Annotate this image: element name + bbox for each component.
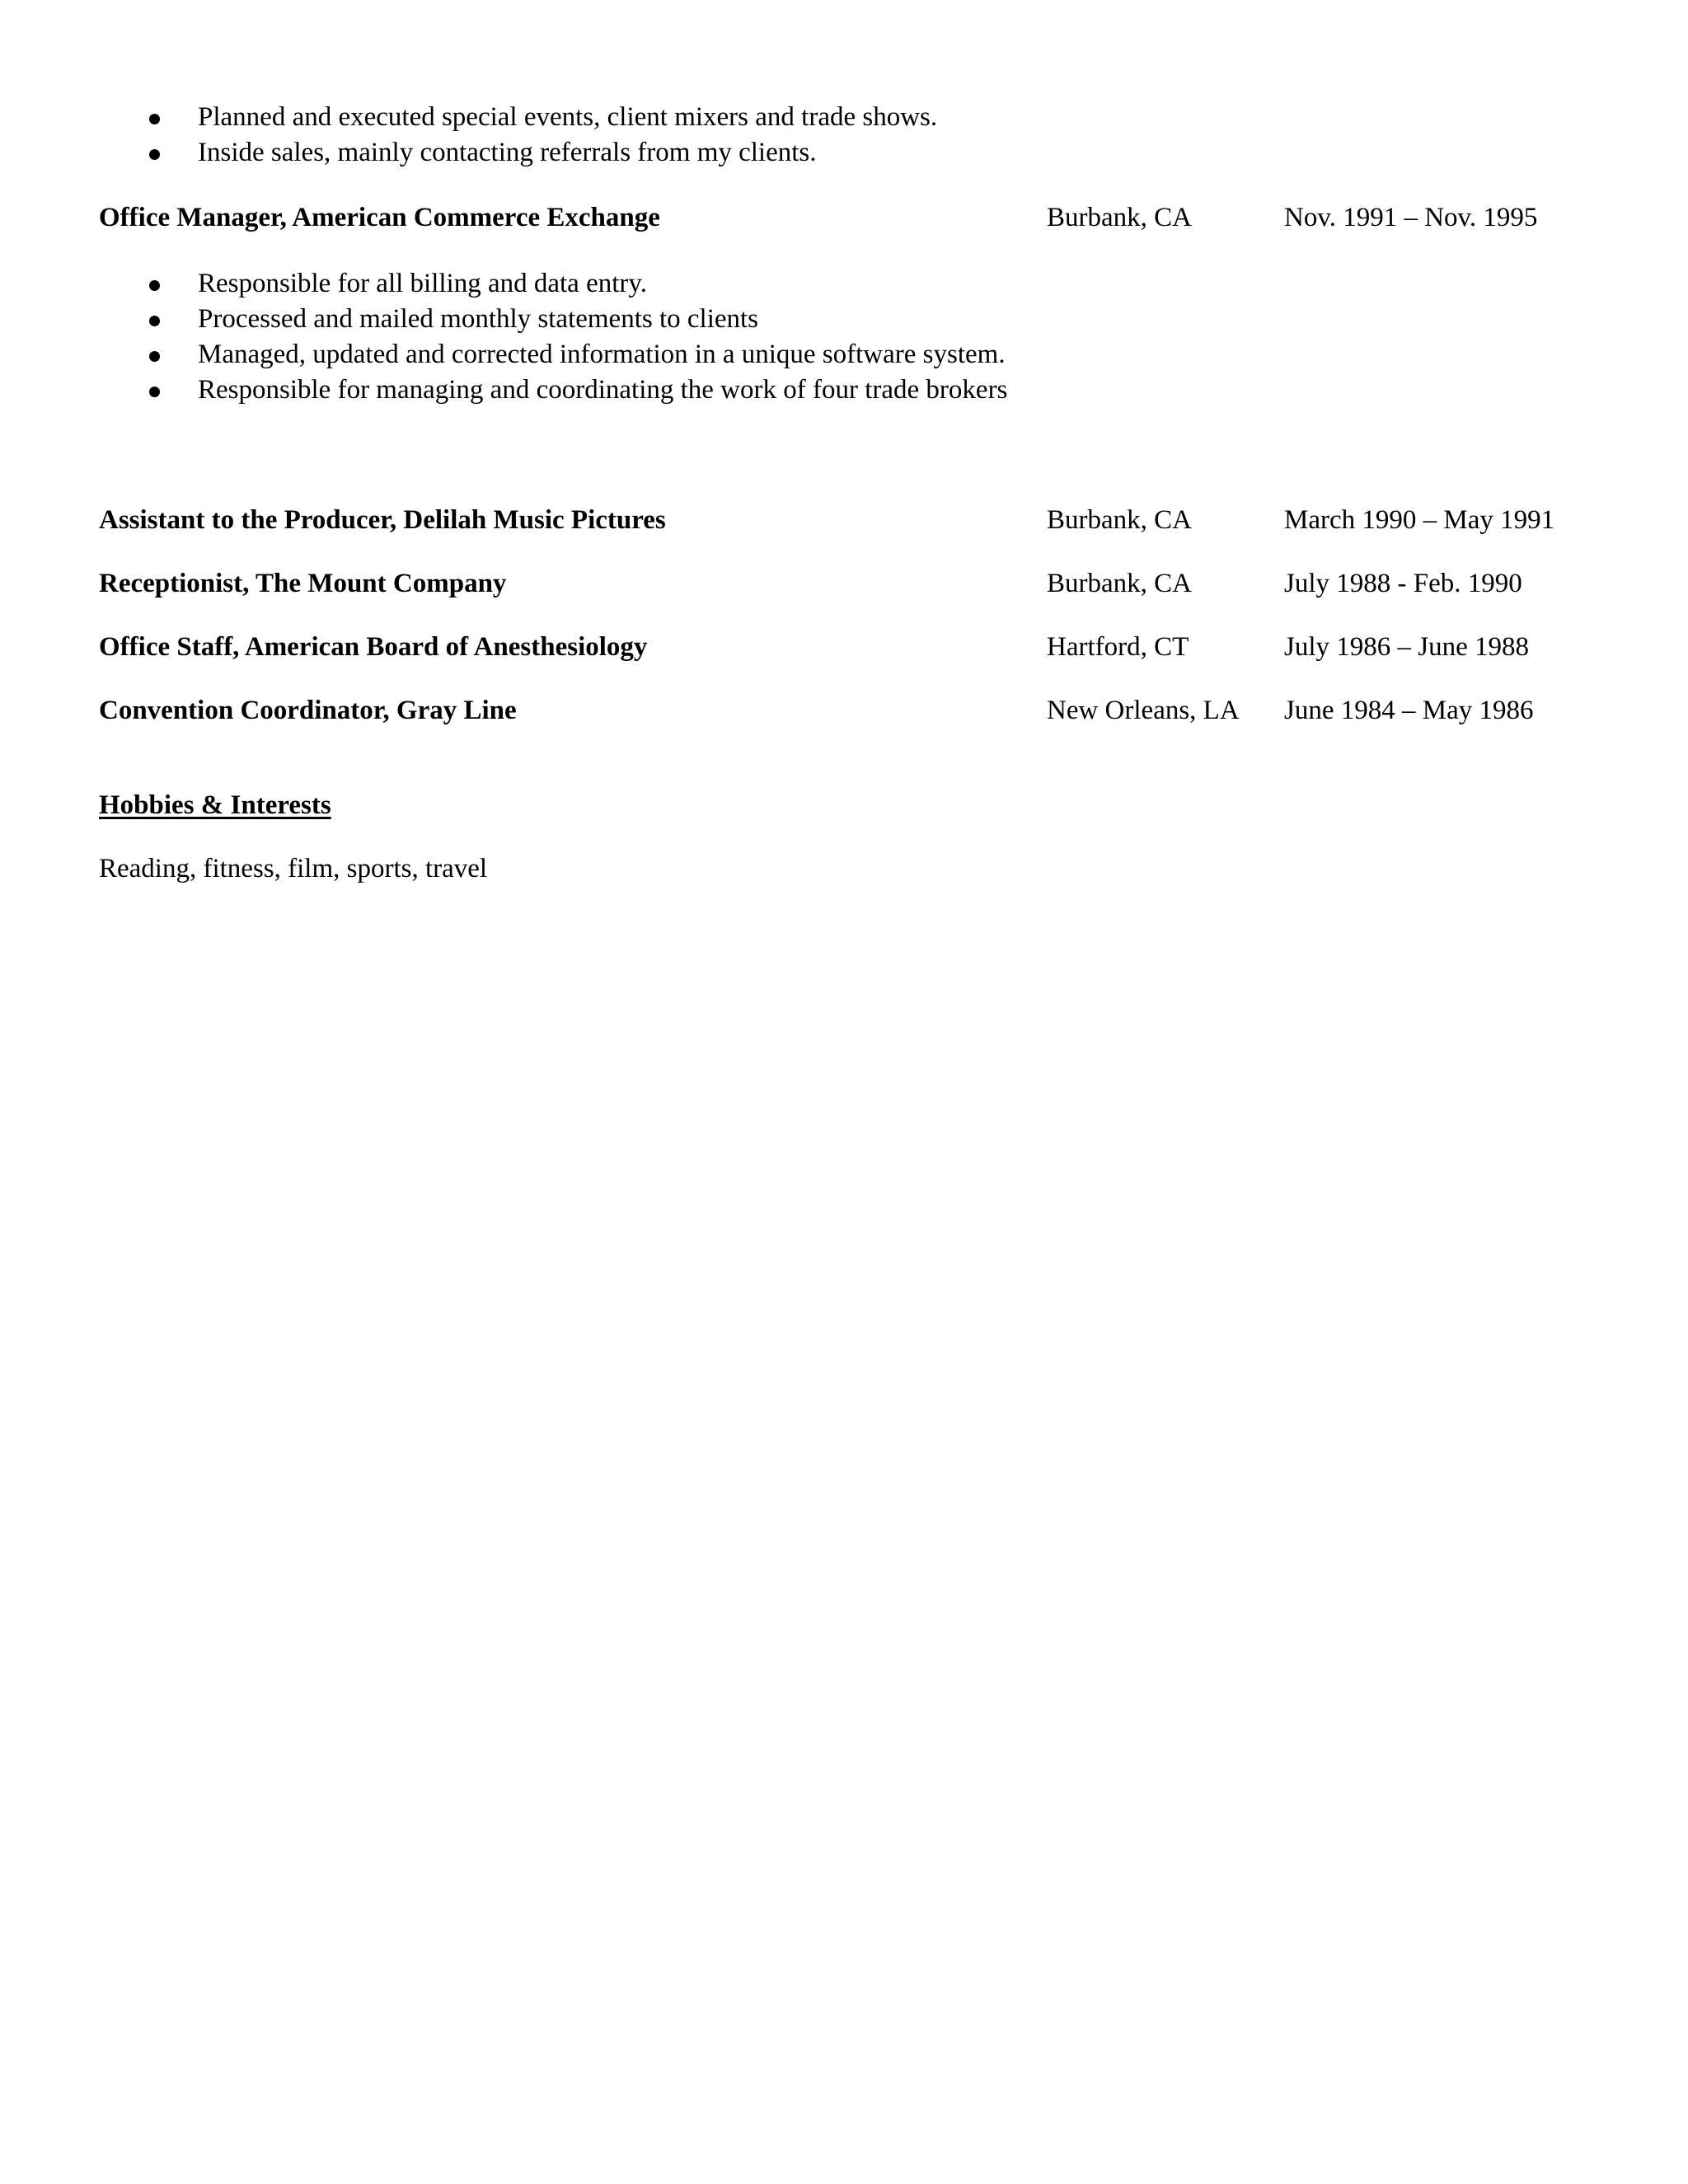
job-location: Burbank, CA: [1047, 203, 1192, 232]
bullet-icon: [149, 149, 160, 160]
bullet-icon: [149, 316, 160, 326]
list-item: [0, 373, 1688, 406]
bullet-icon: [149, 351, 160, 362]
job-title: Assistant to the Producer, Delilah Music Pictures: [99, 505, 666, 535]
list-item: [0, 101, 1688, 134]
job-location: New Orleans, LA: [1047, 696, 1240, 725]
bullet-icon: [149, 280, 160, 291]
bullet-text: Responsible for all billing and data entry.: [198, 269, 647, 298]
section-heading: Hobbies & Interests: [99, 790, 331, 820]
bullet-text: Planned and executed special events, client mixers and trade shows.: [198, 102, 938, 132]
bullet-text: Responsible for managing and coordinating the work of four trade brokers: [198, 375, 1008, 405]
job-location: Hartford, CT: [1047, 632, 1189, 662]
job-title: Convention Coordinator, Gray Line: [99, 696, 517, 725]
job-dates: July 1988 - Feb. 1990: [1284, 569, 1522, 598]
hobbies-text: Reading, fitness, film, sports, travel: [99, 854, 488, 883]
job-dates: March 1990 – May 1991: [1284, 505, 1555, 535]
job-dates: June 1984 – May 1986: [1284, 696, 1534, 725]
job-location: Burbank, CA: [1047, 569, 1192, 598]
bullet-icon: [149, 114, 160, 124]
list-item: [0, 267, 1688, 300]
bullet-text: Processed and mailed monthly statements to clients: [198, 304, 759, 334]
job-dates: July 1986 – June 1988: [1284, 632, 1529, 662]
job-title: Office Manager, American Commerce Exchange: [99, 203, 660, 232]
bullet-icon: [149, 387, 160, 397]
bullet-text: Inside sales, mainly contacting referrals from my clients.: [198, 138, 817, 167]
job-title: Office Staff, American Board of Anesthesiology: [99, 632, 648, 662]
job-dates: Nov. 1991 – Nov. 1995: [1284, 203, 1538, 232]
list-item: [0, 338, 1688, 371]
list-item: [0, 302, 1688, 335]
bullet-text: Managed, updated and corrected information in a unique software system.: [198, 340, 1006, 369]
job-title: Receptionist, The Mount Company: [99, 569, 507, 598]
job-location: Burbank, CA: [1047, 505, 1192, 535]
list-item: [0, 136, 1688, 169]
